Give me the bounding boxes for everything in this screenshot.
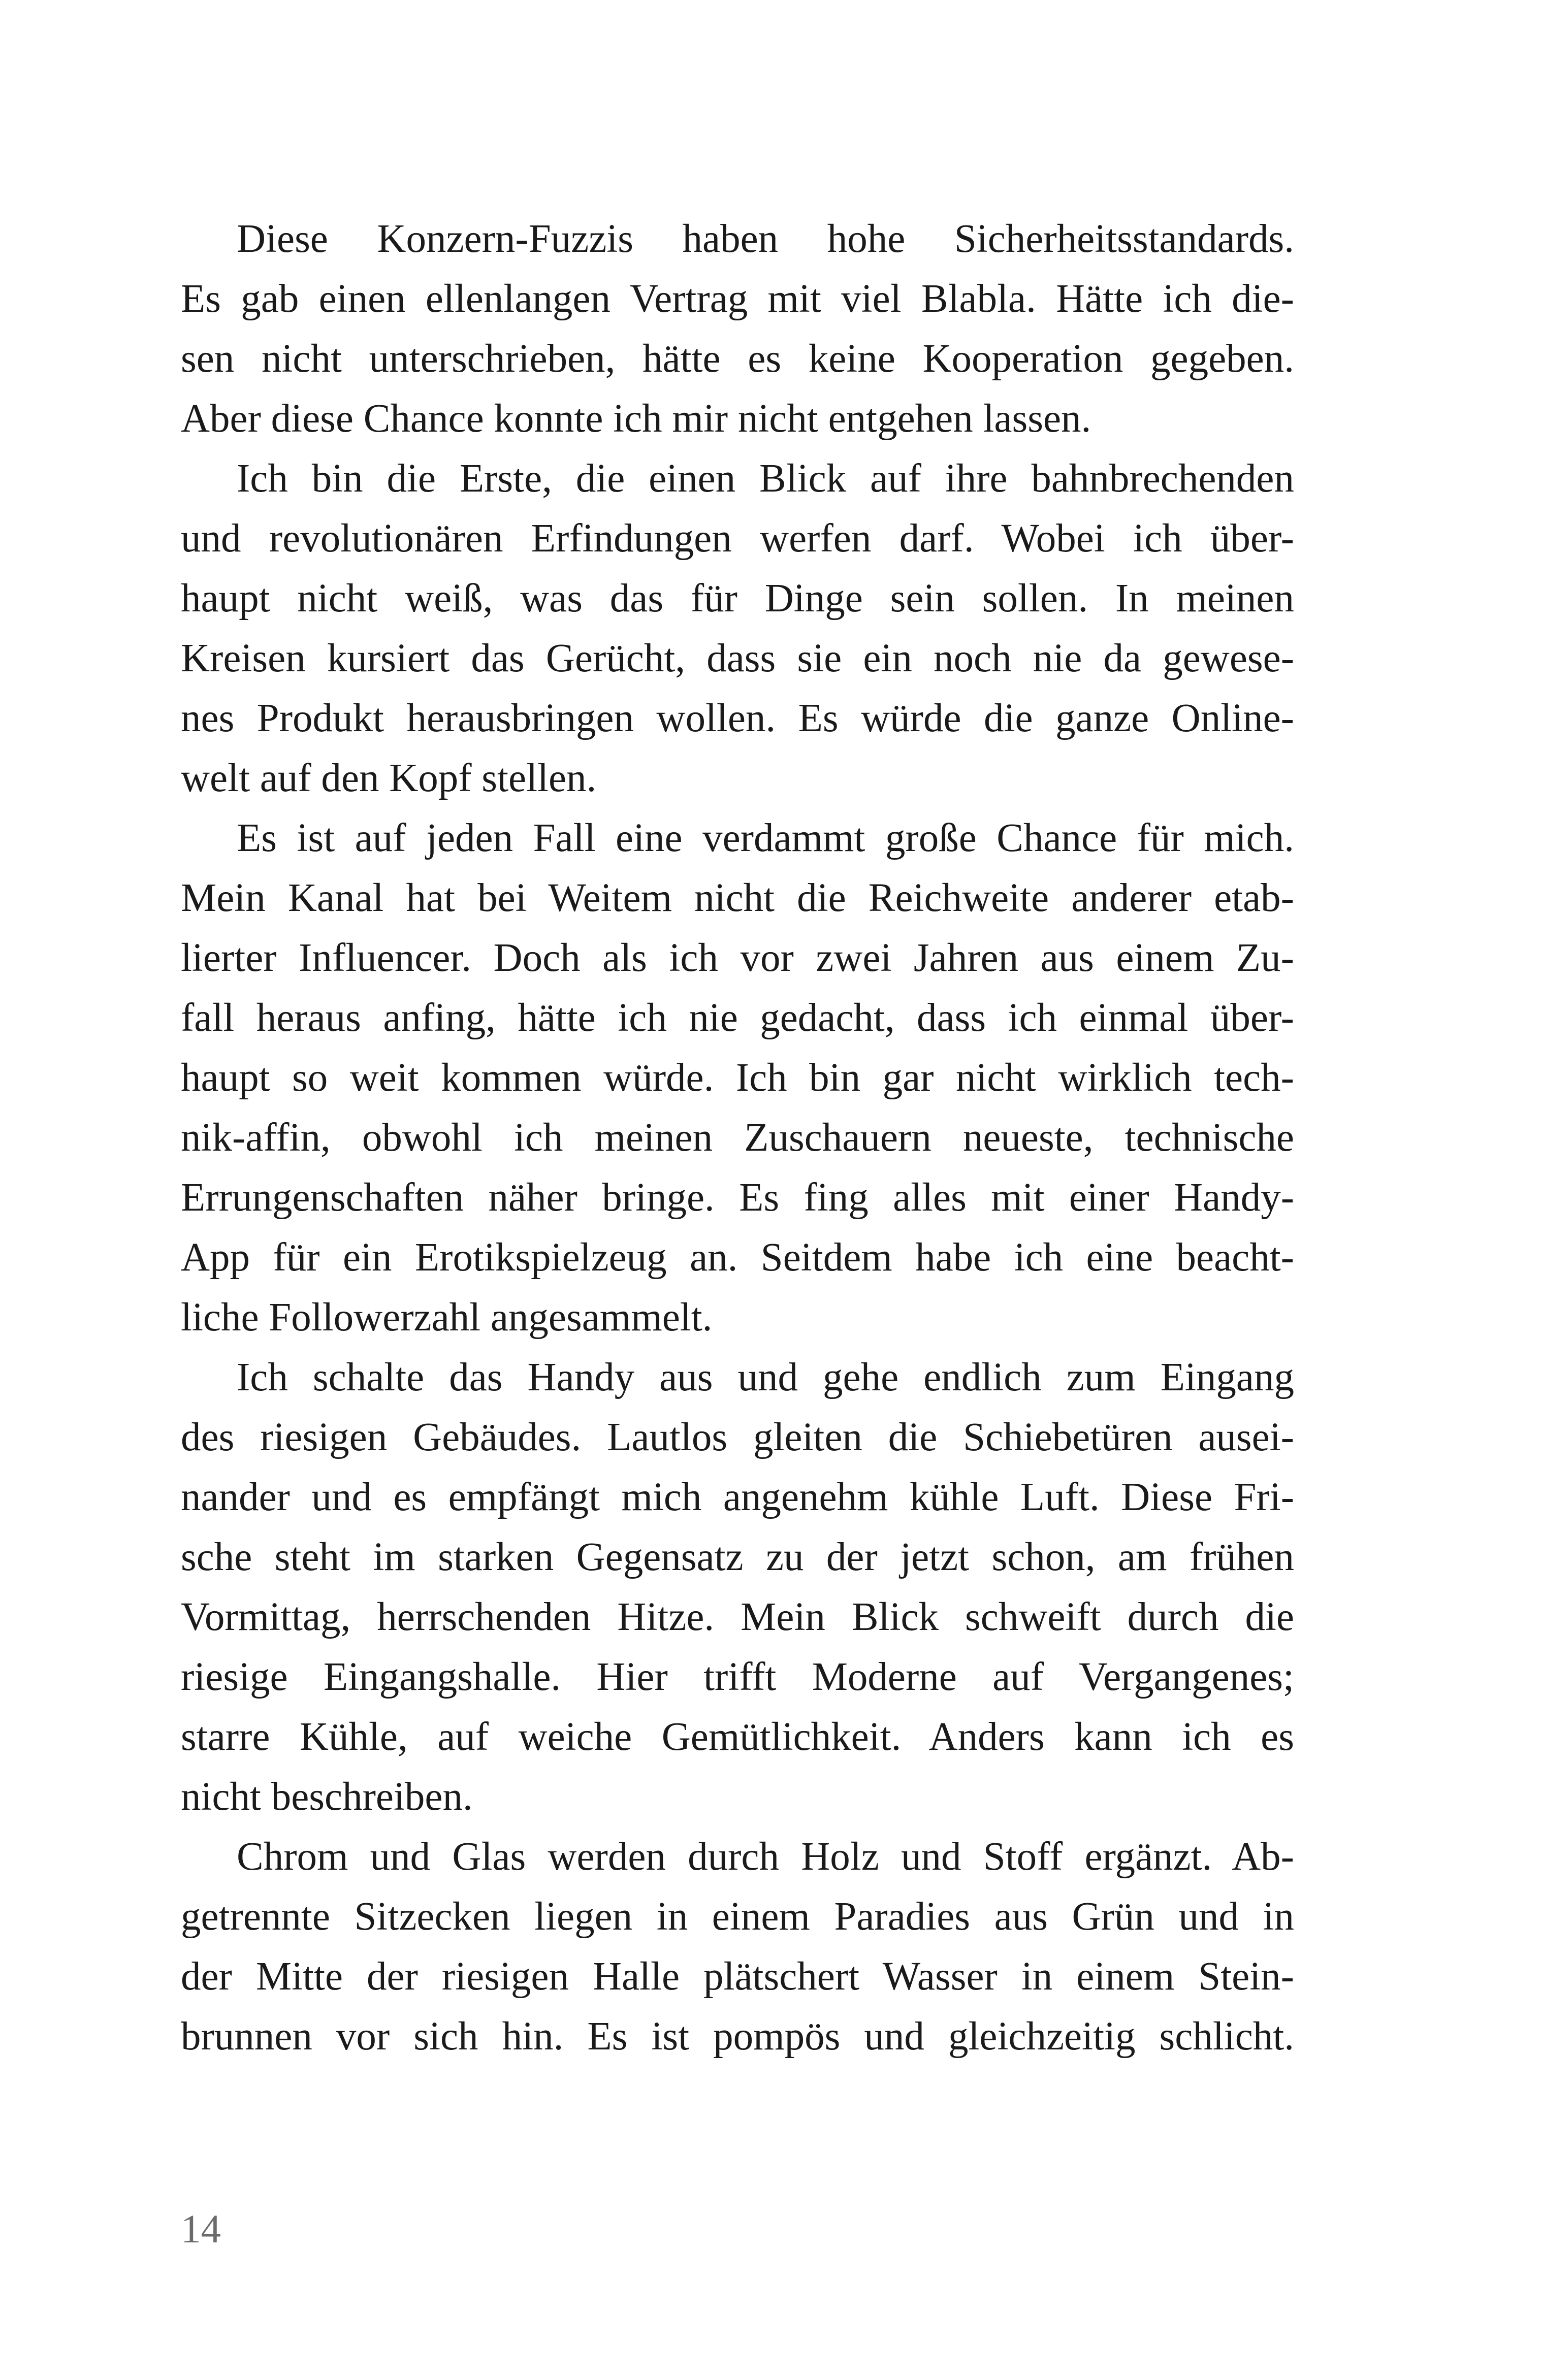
text-line: App für ein Erotikspielzeug an. Seitdem habe ich eine beacht- xyxy=(181,1235,1294,1280)
text-line: liche Followerzahl angesammelt. xyxy=(181,1295,713,1340)
text-line: fall heraus anfing, hätte ich nie gedacht, dass ich einmal über- xyxy=(181,996,1294,1040)
text-line: Es gab einen ellenlangen Vertrag mit viel Blabla. Hätte ich die- xyxy=(181,277,1294,321)
text-line: Vormittag, herrschenden Hitze. Mein Blick schweift durch die xyxy=(181,1595,1294,1639)
text-line: haupt so weit kommen würde. Ich bin gar nicht wirklich tech- xyxy=(181,1056,1294,1100)
text-line: welt auf den Kopf stellen. xyxy=(181,756,597,800)
text-line: Kreisen kursiert das Gerücht, dass sie ein noch nie da gewese- xyxy=(181,636,1294,680)
paragraph-first-line: Ich bin die Erste, die einen Blick auf ihre bahnbrechenden xyxy=(237,457,1294,501)
text-line: nicht beschreiben. xyxy=(181,1775,473,1819)
text-line: getrennte Sitzecken liegen in einem Paradies aus Grün und in xyxy=(181,1895,1294,1939)
text-line: Errungenschaften näher bringe. Es fing alles mit einer Handy- xyxy=(181,1176,1294,1220)
text-line: brunnen vor sich hin. Es ist pompös und gleichzeitig schlicht. xyxy=(181,2014,1294,2059)
paragraph-first-line: Es ist auf jeden Fall eine verdammt große Chance für mich. xyxy=(237,816,1294,860)
text-line: und revolutionären Erfindungen werfen darf. Wobei ich über- xyxy=(181,516,1294,561)
paragraph-first-line: Ich schalte das Handy aus und gehe endlich zum Eingang xyxy=(237,1355,1294,1399)
paragraph-first-line: Chrom und Glas werden durch Holz und Stoff ergänzt. Ab- xyxy=(237,1835,1294,1879)
text-line: nik-affin, obwohl ich meinen Zuschauern neueste, technische xyxy=(181,1116,1294,1160)
paragraph-first-line: Diese Konzern-Fuzzis haben hohe Sicherheitsstandards. xyxy=(237,217,1294,261)
text-line: sche steht im starken Gegensatz zu der jetzt schon, am frühen xyxy=(181,1535,1294,1579)
text-line: der Mitte der riesigen Halle plätschert Wasser in einem Stein- xyxy=(181,1954,1294,1999)
text-line: sen nicht unterschrieben, hätte es keine Kooperation gegeben. xyxy=(181,337,1294,381)
text-line: haupt nicht weiß, was das für Dinge sein sollen. In meinen xyxy=(181,576,1294,621)
text-line: starre Kühle, auf weiche Gemütlichkeit. Anders kann ich es xyxy=(181,1715,1294,1759)
text-line: riesige Eingangshalle. Hier trifft Moderne auf Vergangenes; xyxy=(181,1655,1294,1699)
text-line: Mein Kanal hat bei Weitem nicht die Reichweite anderer etab- xyxy=(181,876,1294,920)
text-line: des riesigen Gebäudes. Lautlos gleiten die Schiebetüren ausei- xyxy=(181,1415,1294,1459)
text-line: lierter Influencer. Doch als ich vor zwei Jahren aus einem Zu- xyxy=(181,936,1294,980)
text-line: nes Produkt herausbringen wollen. Es würde die ganze Online- xyxy=(181,696,1294,740)
text-line: Aber diese Chance konnte ich mir nicht entgehen lassen. xyxy=(181,397,1091,441)
page-number: 14 xyxy=(181,2207,221,2252)
text-line: nander und es empfängt mich angenehm kühle Luft. Diese Fri- xyxy=(181,1475,1294,1519)
